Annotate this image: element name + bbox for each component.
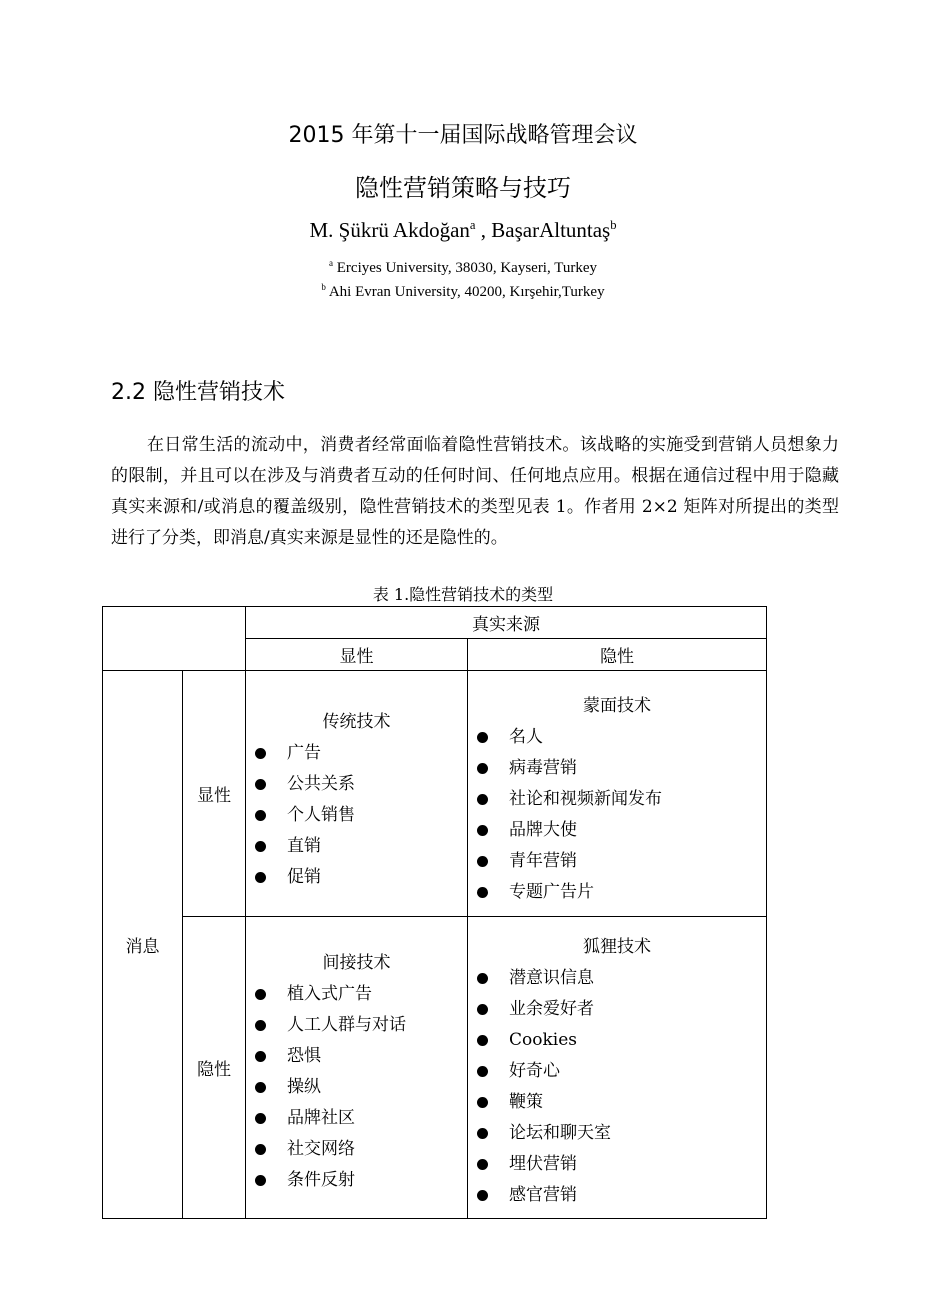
list-item: 植入式广告 [246,979,467,1010]
body-paragraph: 在日常生活的流动中，消费者经常面临着隐性营销技术。该战略的实施受到营销人员想象力的限制，并且可以在涉及与消费者互动的任何时间、任何地点应用。根据在通信过程中用于隐藏真实来源和/或消息的覆盖级别，隐性营销技术的类型见表 1。作者用 2×2 矩阵对所提出的类型进行了分类，即消息/真实来源是显性的还是隐性的。 [111,435,839,548]
authors [0,218,926,243]
list-item: Cookies [468,1025,766,1056]
list-item: 专题广告片 [468,877,766,908]
list-item: 恐惧 [246,1041,467,1072]
typology-table [102,606,767,1219]
affiliation-b [0,284,926,301]
affiliation-a-mark: a [329,258,333,268]
affiliation-b-text: Ahi Evran University, 40200, Kırşehir,Turkey [328,284,605,300]
list-item: 潜意识信息 [468,963,766,994]
section-heading: 2.2 隐性营销技术 [111,380,285,405]
table-caption: 表 1.隐性营销技术的类型 [372,585,554,604]
list-item: 青年营销 [468,846,766,877]
author-1: M. Şükrü Akdoğan [309,218,470,242]
cell-title: 狐狸技术 [583,937,651,957]
list-item: 品牌大使 [468,815,766,846]
author-2: BaşarAltuntaş [491,218,611,242]
cell-indirect-techniques [246,917,468,1219]
list-item: 直销 [246,831,467,862]
list-item: 埋伏营销 [468,1149,766,1180]
row-group-header: 消息 [103,671,183,1219]
affiliation-a-text: Erciyes University, 38030, Kayseri, Turkey [336,260,597,276]
list-item: 感官营销 [468,1180,766,1211]
affiliation-b-mark: b [321,282,326,292]
cell-title: 间接技术 [322,953,391,973]
row-header-implicit: 隐性 [183,917,246,1219]
list-item: 鞭策 [468,1087,766,1118]
col-header-explicit: 显性 [246,639,468,671]
row-header-explicit: 显性 [183,671,246,917]
list-item: 业余爱好者 [468,994,766,1025]
author-1-mark: a [469,218,476,232]
list-item: 名人 [468,722,766,753]
cell-fox-techniques [468,917,767,1219]
list-item: 个人销售 [246,800,467,831]
cell-title: 蒙面技术 [583,696,651,716]
list-item: 社论和视频新闻发布 [468,784,766,815]
list-item: 病毒营销 [468,753,766,784]
list-item: 品牌社区 [246,1103,467,1134]
cell-traditional-techniques [246,671,468,917]
cell-title: 传统技术 [322,712,391,732]
list-item: 论坛和聊天室 [468,1118,766,1149]
affiliation-a [0,260,926,277]
list-item: 操纵 [246,1072,467,1103]
table-corner-cell [103,607,246,671]
list-item: 广告 [246,738,467,769]
col-header-implicit: 隐性 [468,639,767,671]
list-item: 公共关系 [246,769,467,800]
list-item: 好奇心 [468,1056,766,1087]
paper-title: 隐性营销策略与技巧 [355,174,571,202]
conference-title: 2015 年第十一届国际战略管理会议 [288,123,638,148]
list-item: 条件反射 [246,1165,467,1196]
list-item: 社交网络 [246,1134,467,1165]
author-2-mark: b [610,218,617,232]
list-item: 人工人群与对话 [246,1010,467,1041]
author-separator: , [475,218,492,242]
list-item: 促销 [246,862,467,893]
col-group-header: 真实来源 [246,607,767,639]
cell-masked-techniques [468,671,767,917]
